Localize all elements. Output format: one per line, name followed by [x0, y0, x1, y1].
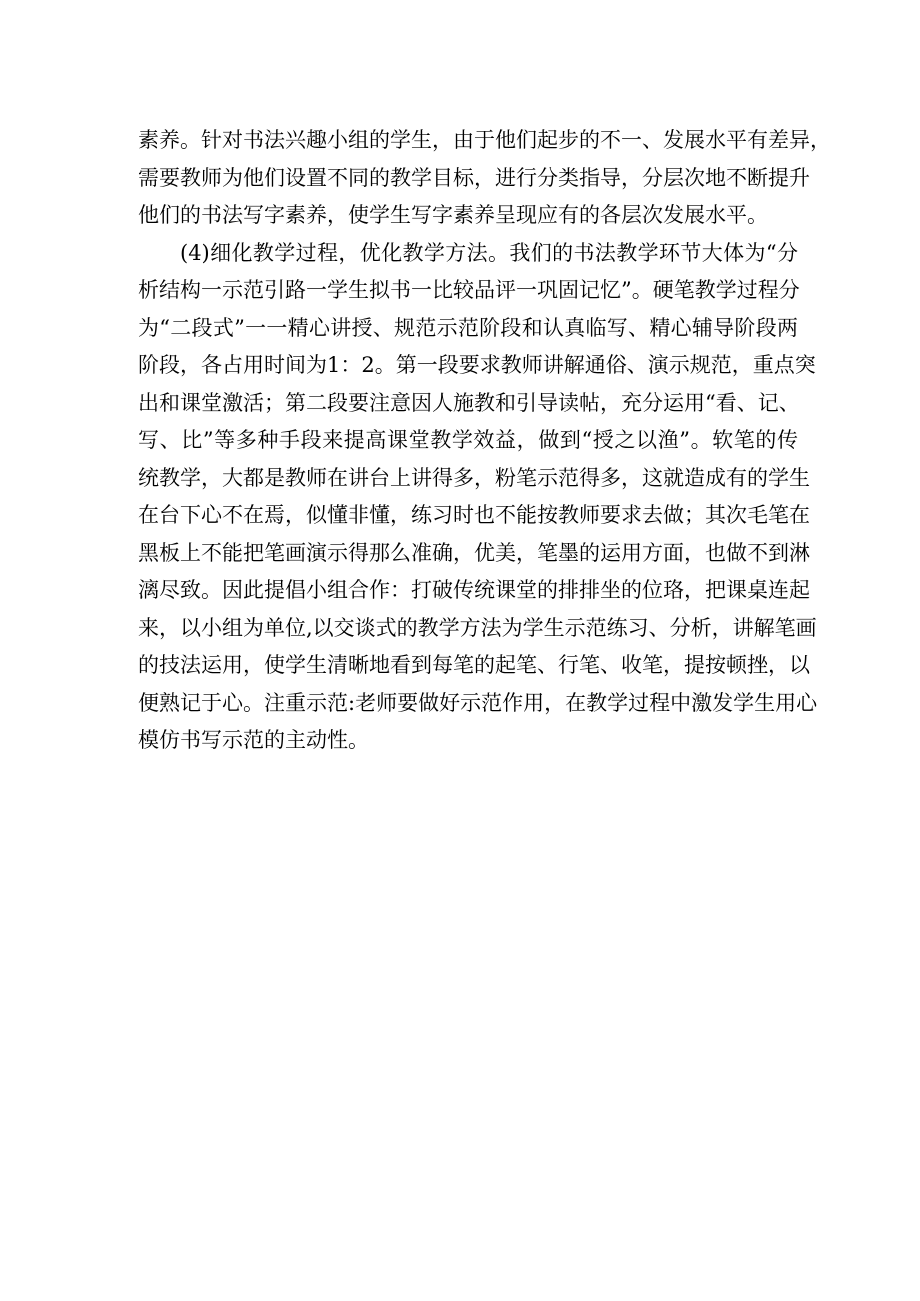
text-line: 他们的书法写字素养，使学生写字素养呈现应有的各层次发展水平。	[138, 203, 768, 227]
text-line: 漓尽致。因此提倡小组合作：打破传统课堂的排排坐的位珞，把课桌连起	[138, 578, 810, 602]
text-line: 来，以小组为单位,以交谈式的教学方法为学生示范练习、分析，讲解笔画	[138, 615, 817, 640]
text-line: 出和课堂激活；第二段要注意因人施教和引导读帖，充分运用“看、记、	[138, 390, 800, 415]
text-line: 阶段，各占用时间为1：2。第一段要求教师讲解通俗、演示规范，重点突	[138, 353, 816, 377]
text-line: (4)细化教学过程，优化教学方法。我们的书法教学环节大体为“分	[180, 240, 798, 265]
text-line: 黑板上不能把笔画演示得那么准确，优美，笔墨的运用方面，也做不到淋	[138, 540, 810, 565]
text-line: 素养。针对书法兴趣小组的学生，由于他们起步的不一、发展水平有差异，	[138, 128, 831, 152]
text-line: 为“二段式”一一精心讲授、规范示范阶段和认真临写、精心辅导阶段两	[138, 315, 798, 340]
text-line: 写、比”等多种手段来提高课堂教学效益，做到“授之以渔”。软笔的传	[138, 428, 798, 452]
text-line: 模仿书写示范的主动性。	[138, 728, 369, 752]
text-line: 析结构一示范引路一学生拟书一比较品评一巩固记忆”。硬笔教学过程分	[138, 278, 800, 302]
body-text	[138, 122, 831, 760]
text-line: 需要教师为他们设置不同的教学目标，进行分类指导，分层次地不断提升	[138, 165, 810, 190]
text-line: 便熟记于心。注重示范:老师要做好示范作用，在教学过程中激发学生用心	[138, 690, 818, 715]
text-line: 在台下心不在焉，似懂非懂，练习时也不能按教师要求去做；其次毛笔在	[138, 503, 810, 527]
text-line: 的技法运用，使学生清晰地看到每笔的起笔、行笔、收笔，提按顿挫，以	[138, 653, 810, 677]
text-line: 统教学，大都是教师在讲台上讲得多，粉笔示范得多，这就造成有的学生	[138, 465, 810, 490]
